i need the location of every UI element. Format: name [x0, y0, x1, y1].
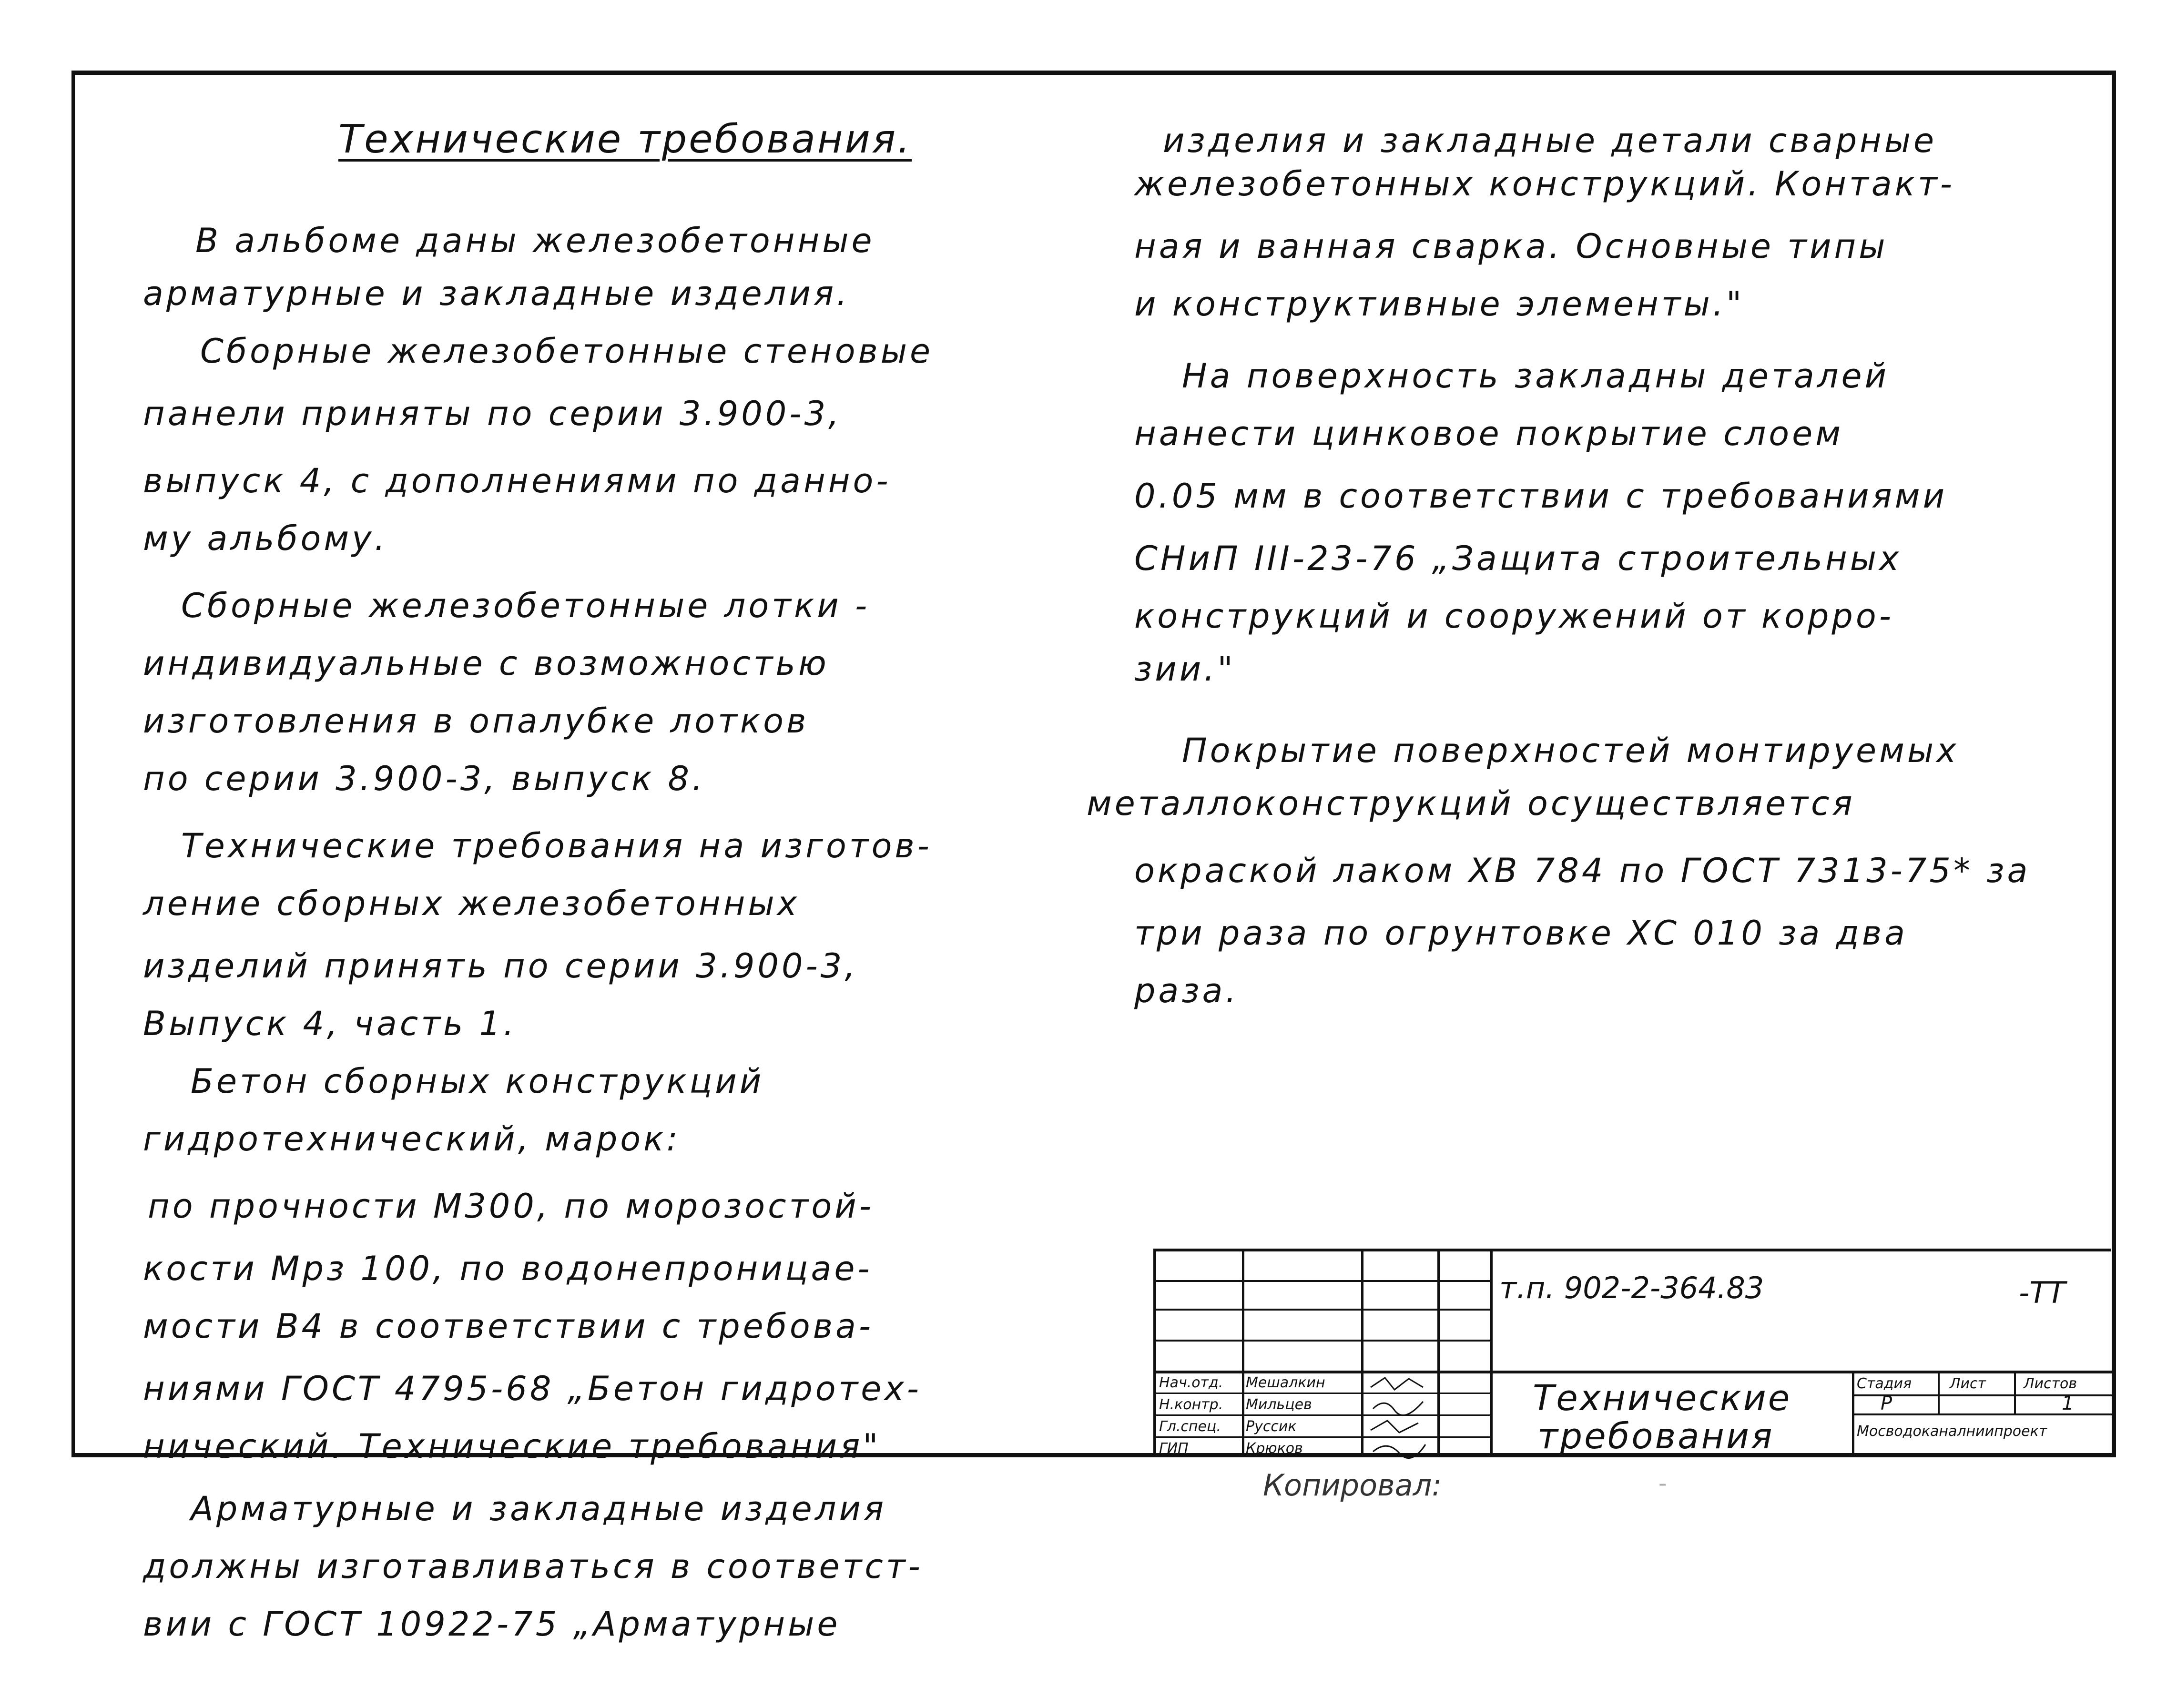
text-line: панели приняты по серии 3.900-3, — [143, 394, 842, 433]
text-line: На поверхность закладны деталей — [1182, 356, 1890, 396]
text-line: изделий принять по серии 3.900-3, — [143, 946, 858, 986]
text-line: му альбому. — [143, 519, 388, 558]
sheet-mark: -ТТ — [2019, 1275, 2066, 1310]
text-line: должны изготавливаться в соответст- — [143, 1547, 923, 1586]
text-line: ление сборных железобетонных — [143, 884, 800, 923]
text-line: Сборные железобетонные стеновые — [200, 332, 934, 371]
title-block — [1153, 1249, 2111, 1457]
organization: Мосводоканалниипроект — [1857, 1423, 2047, 1440]
faint-stamp: - — [1658, 1470, 1670, 1497]
signature-role: ГИП — [1159, 1440, 1189, 1457]
signature-role: Н.контр. — [1159, 1396, 1223, 1413]
text-line: три раза по огрунтовке ХС 010 за два — [1134, 914, 1908, 953]
sheet-label: Лист — [1950, 1375, 1986, 1392]
project-code: т.п. 902-2-364.83 — [1499, 1271, 1764, 1305]
text-line: арматурные и закладные изделия. — [143, 274, 850, 313]
text-line: Покрытие поверхностей монтируемых — [1182, 731, 1959, 770]
text-line: по прочности М300, по морозостой- — [148, 1187, 874, 1226]
text-line: кости Мрз 100, по водонепроницае- — [143, 1249, 873, 1288]
text-line: изделия и закладные детали сварные — [1163, 121, 1937, 160]
text-line: ниями ГОСТ 4795-68 „Бетон гидротех- — [143, 1369, 922, 1408]
text-line: мости В4 в соответствии с требова- — [143, 1307, 874, 1346]
text-line: и конструктивные элементы." — [1134, 285, 1745, 324]
sheet-title-line2: требования — [1537, 1416, 1774, 1457]
text-line: ная и ванная сварка. Основные типы — [1134, 227, 1888, 266]
text-line: 0.05 мм в соответствии с требованиями — [1134, 477, 1948, 516]
signature-name: Мешалкин — [1246, 1374, 1325, 1391]
text-line: нический. Технические требования" — [143, 1427, 881, 1466]
text-line: выпуск 4, с дополнениями по данно- — [143, 461, 891, 500]
text-line: металлоконструкций осуществляется — [1087, 784, 1855, 823]
left-column — [143, 210, 1001, 1708]
text-line: конструкций и сооружений от корро- — [1134, 597, 1894, 636]
stage-label: Стадия — [1857, 1375, 1912, 1392]
text-line: Технические требования на изготов- — [181, 826, 932, 865]
right-column — [1087, 110, 2087, 1046]
text-line: Сборные железобетонные лотки - — [181, 586, 870, 625]
text-line: Арматурные и закладные изделия — [191, 1489, 887, 1528]
document-title: Технические требования. — [338, 117, 912, 162]
signature-name: Крюков — [1246, 1440, 1303, 1457]
text-line: зии." — [1134, 650, 1236, 689]
text-line: Выпуск 4, часть 1. — [143, 1004, 517, 1043]
text-line: окраской лаком ХВ 784 по ГОСТ 7313-75* за — [1134, 851, 2031, 890]
signature-role: Гл.спец. — [1159, 1418, 1221, 1435]
text-line: раза. — [1134, 971, 1239, 1010]
text-line: В альбоме даны железобетонные — [195, 221, 875, 260]
text-line: индивидуальные с возможностью — [143, 644, 829, 683]
sheets-value: 1 — [2062, 1393, 2074, 1414]
sheet-title-line1: Технические — [1533, 1378, 1792, 1419]
signature-name: Мильцев — [1246, 1396, 1312, 1413]
text-line: изготовления в опалубке лотков — [143, 702, 809, 741]
copied-note: Копировал: — [1263, 1468, 1442, 1503]
signature-name: Руссик — [1246, 1418, 1297, 1435]
text-line: гидротехнический, марок: — [143, 1119, 681, 1159]
text-line: нанести цинковое покрытие слоем — [1134, 414, 1844, 453]
text-line: по серии 3.900-3, выпуск 8. — [143, 759, 706, 798]
text-line: СНиП III-23-76 „Защита строительных — [1134, 539, 1902, 578]
text-line: Бетон сборных конструкций — [191, 1062, 764, 1101]
stage-value: Р — [1881, 1393, 1892, 1414]
signature-role: Нач.отд. — [1159, 1374, 1223, 1391]
signature-scribbles — [1366, 1373, 1437, 1459]
text-line: железобетонных конструкций. Контакт- — [1134, 164, 1955, 203]
sheets-label: Листов — [2024, 1375, 2077, 1392]
text-line: вии с ГОСТ 10922-75 „Арматурные — [143, 1605, 841, 1644]
